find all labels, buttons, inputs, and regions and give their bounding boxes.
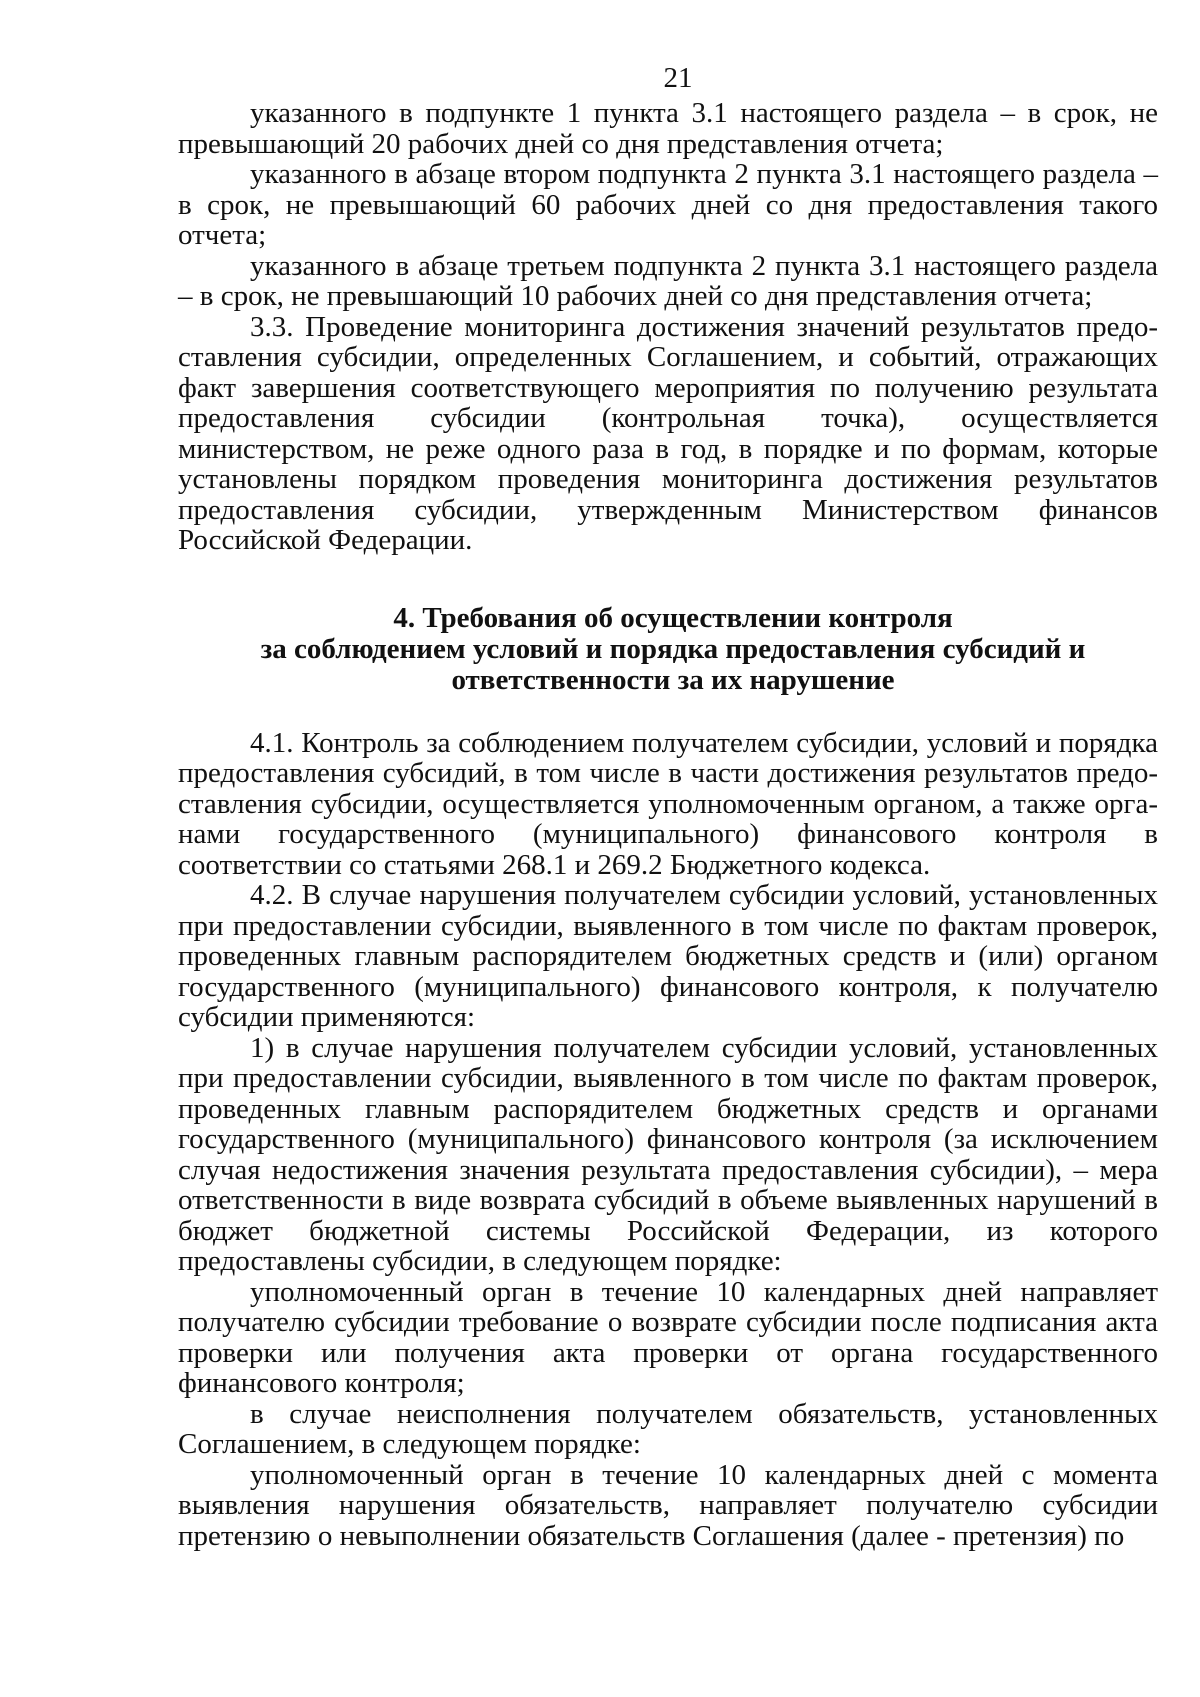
- paragraph-4-1-control: 4.1. Контроль за соблюдением получателем субсидии, условий и порядка предоставления субсидий, в том числе в части достижения результатов предоставления субсидии, осуществляется уполномоченным органом, а также органами государственного (муниципального) финансового контроля в соответствии со статьями 268.1 и 269.2 Бюджетного кодекса.: [178, 726, 1158, 881]
- paragraph-term-subitem-1: указанного в подпункте 1 пункта 3.1 настоящего раздела – в срок, не превышающий 20 рабочих дней со дня представления отчета;: [178, 97, 1158, 160]
- paragraph-non-fulfillment: в случае неисполнения получателем обязательств, установленных Соглашением, в следующем порядке:: [178, 1397, 1158, 1460]
- section-heading-line: 4. Требования об осуществлении контроля: [393, 601, 953, 634]
- paragraph-claim: уполномоченный орган в течение 10 календарных дней с момента выявления нарушения обязательств, направляет получателю субсидии претензию о невыполнении обязательств Соглашения (далее - претензия) по: [178, 1458, 1158, 1552]
- paragraph-4-2-violation: 4.2. В случае нарушения получателем субсидии условий, установленных при предоставлении субсидии, выявленного в том числе по фактам проверок, проведенных главным распорядителем бюджетных средств и (или) органом государственного (муниципального) финансового контроля, к получателю субсидии применяются:: [178, 879, 1158, 1033]
- paragraph-term-subitem-2-second: указанного в абзаце втором подпункта 2 пункта 3.1 настоящего раздела – в срок, не превышающий 60 рабочих дней со дня предоставления такого отчета;: [178, 158, 1158, 251]
- paragraph-term-subitem-2-third: указанного в абзаце третьем подпункта 2 пункта 3.1 настоящего раздела – в срок, не превышающий 10 рабочих дней со дня представления отчета;: [178, 249, 1158, 312]
- paragraph-3-3-monitoring: 3.3. Проведение мониторинга достижения значений результатов предоставления субсидии, определенных Соглашением, и событий, отражающих факт завершения соответствующего мероприятия по получению результата предоставления субсидии (контрольная точка), осуществляется министерством, не реже одного раза в год, в порядке и по формам, которые установлены порядком проведения мониторинга достижения результатов предоставления субсидии, утвержденным Министерством финансов Российской Федерации.: [178, 310, 1158, 556]
- paragraph-return-demand: уполномоченный орган в течение 10 календарных дней направляет получателю субсидии требование о возврате субсидии после подписания акта проверки или получения акта проверки от органа государственного финансового контроля;: [178, 1275, 1158, 1399]
- section-4-heading: [178, 603, 1158, 696]
- section-heading-line: ответственности за их нарушение: [451, 663, 895, 696]
- section-heading-line: за соблюдением условий и порядка предоставления субсидий и: [260, 632, 1086, 665]
- paragraph-4-2-item-1: 1) в случае нарушения получателем субсидии условий, установленных при предоставлении субсидии, выявленного в том числе по фактам проверок, проведенных главным распорядителем бюджетных средств и органами государственного (муниципального) финансового контроля (за исключением случая недостижения значения результата предоставления субсидии), – мера ответственности в виде возврата субсидий в объеме выявленных нарушений в бюджет бюджетной системы Российской Федерации, из которого предоставлены субсидии, в следующем порядке:: [178, 1031, 1158, 1277]
- page-number: 21: [663, 62, 693, 94]
- document-page: [178, 60, 1158, 1551]
